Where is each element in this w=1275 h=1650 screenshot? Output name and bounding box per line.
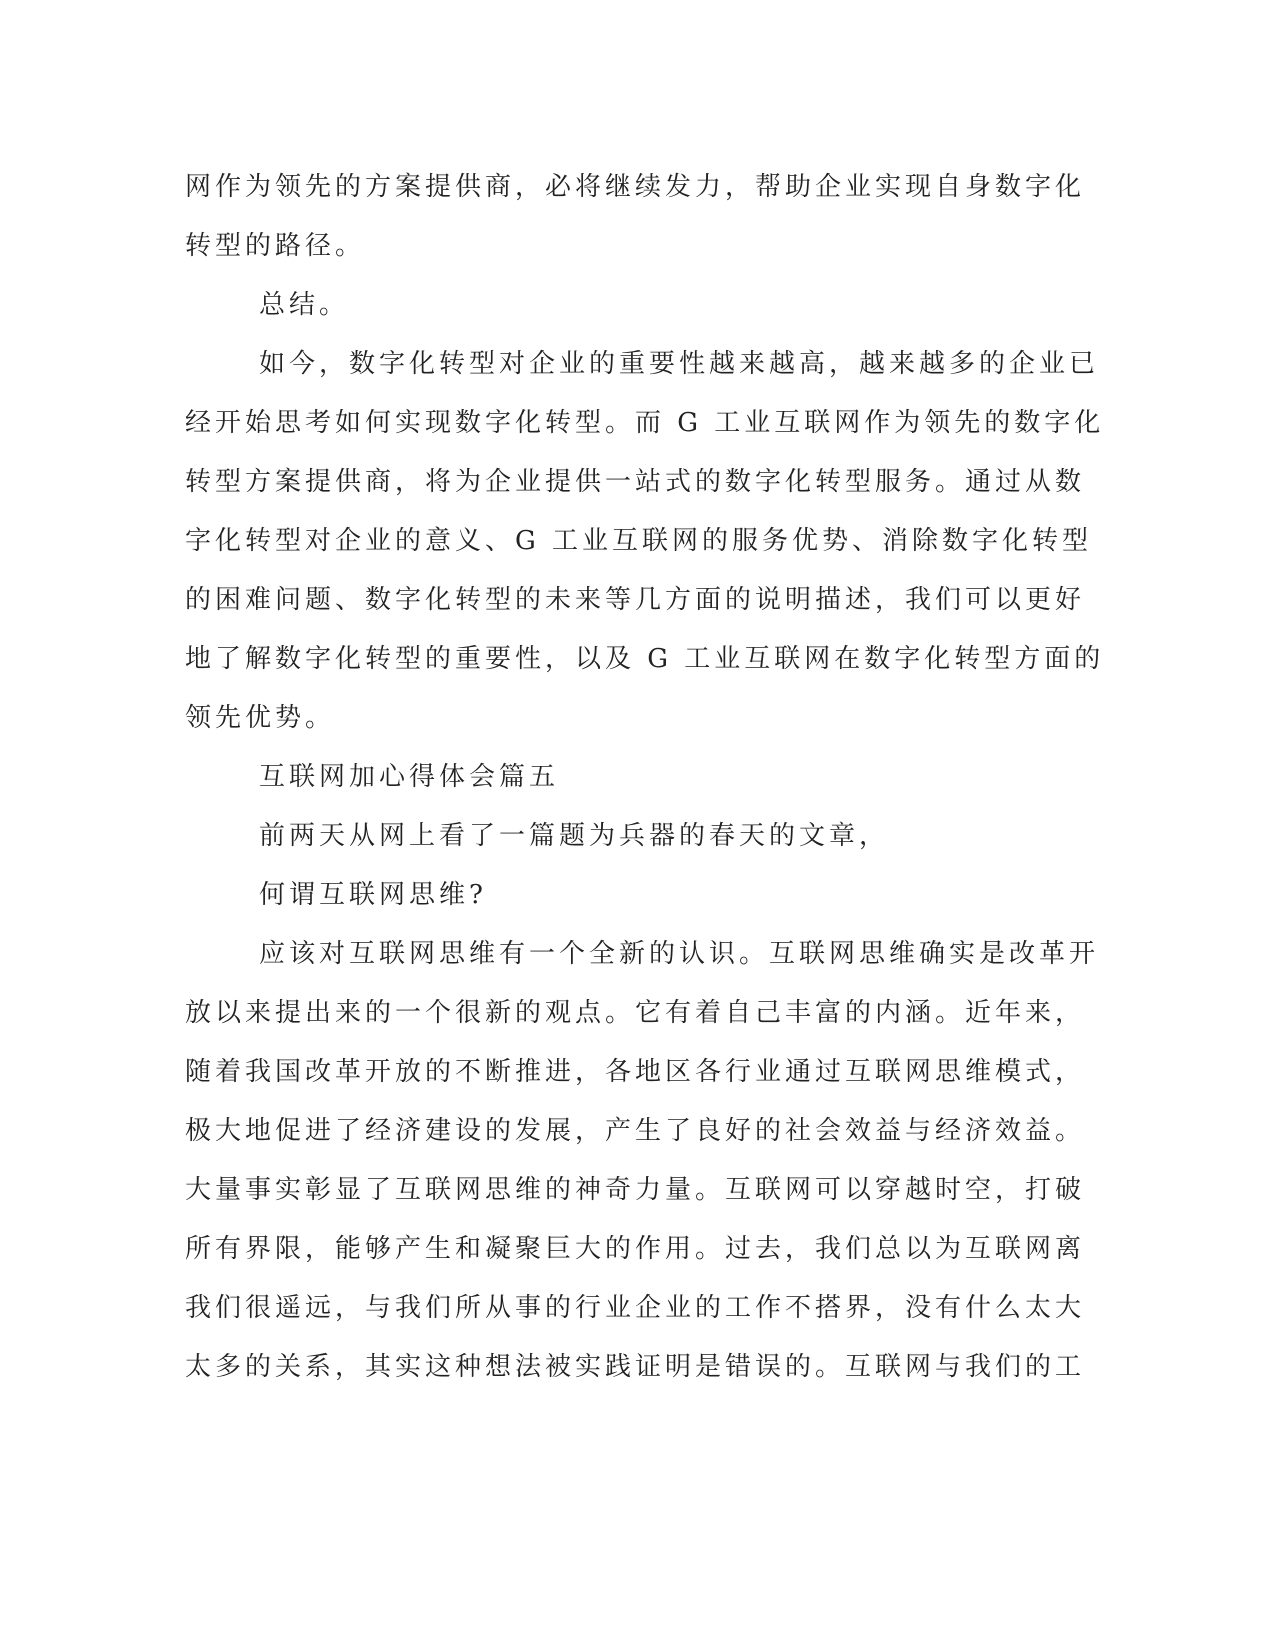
text-line-18: 大量事实彰显了互联网思维的神奇力量。互联网可以穿越时空，打破 bbox=[185, 1175, 1086, 1205]
text-line-4: 如今，数字化转型对企业的重要性越来越高，越来越多的企业已 bbox=[259, 349, 1100, 379]
text-line-20: 我们很遥远，与我们所从事的行业企业的工作不搭界，没有什么太大 bbox=[185, 1293, 1086, 1323]
text-line-1: 网作为领先的方案提供商，必将继续发力，帮助企业实现自身数字化 bbox=[185, 172, 1086, 202]
text-line-2: 转型的路径。 bbox=[185, 231, 366, 261]
text-line-15: 放以来提出来的一个很新的观点。它有着自己丰富的内涵。近年来， bbox=[185, 998, 1086, 1028]
text-line-14: 应该对互联网思维有一个全新的认识。互联网思维确实是改革开 bbox=[259, 939, 1100, 969]
text-line-16: 随着我国改革开放的不断推进，各地区各行业通过互联网思维模式， bbox=[185, 1057, 1086, 1087]
document-body bbox=[185, 158, 1105, 1397]
text-line-12: 前两天从网上看了一篇题为兵器的春天的文章， bbox=[259, 821, 890, 851]
text-line-8: 的困难问题、数字化转型的未来等几方面的说明描述，我们可以更好 bbox=[185, 585, 1086, 615]
text-line-17: 极大地促进了经济建设的发展，产生了良好的社会效益与经济效益。 bbox=[185, 1116, 1086, 1146]
text-line-6: 转型方案提供商，将为企业提供一站式的数字化转型服务。通过从数 bbox=[185, 467, 1086, 497]
text-line-9: 地了解数字化转型的重要性，以及 G 工业互联网在数字化转型方面的 bbox=[185, 644, 1105, 674]
text-line-19: 所有界限，能够产生和凝聚巨大的作用。过去，我们总以为互联网离 bbox=[185, 1234, 1086, 1264]
text-line-7: 字化转型对企业的意义、G 工业互联网的服务优势、消除数字化转型 bbox=[185, 526, 1093, 556]
text-line-21: 太多的关系，其实这种想法被实践证明是错误的。互联网与我们的工 bbox=[185, 1352, 1086, 1382]
text-line-13: 何谓互联网思维? bbox=[259, 880, 487, 910]
text-line-3: 总结。 bbox=[259, 290, 350, 320]
section-heading: 互联网加心得体会篇五 bbox=[259, 762, 560, 792]
text-line-10: 领先优势。 bbox=[185, 703, 336, 733]
text-line-5: 经开始思考如何实现数字化转型。而 G 工业互联网作为领先的数字化 bbox=[185, 408, 1105, 438]
